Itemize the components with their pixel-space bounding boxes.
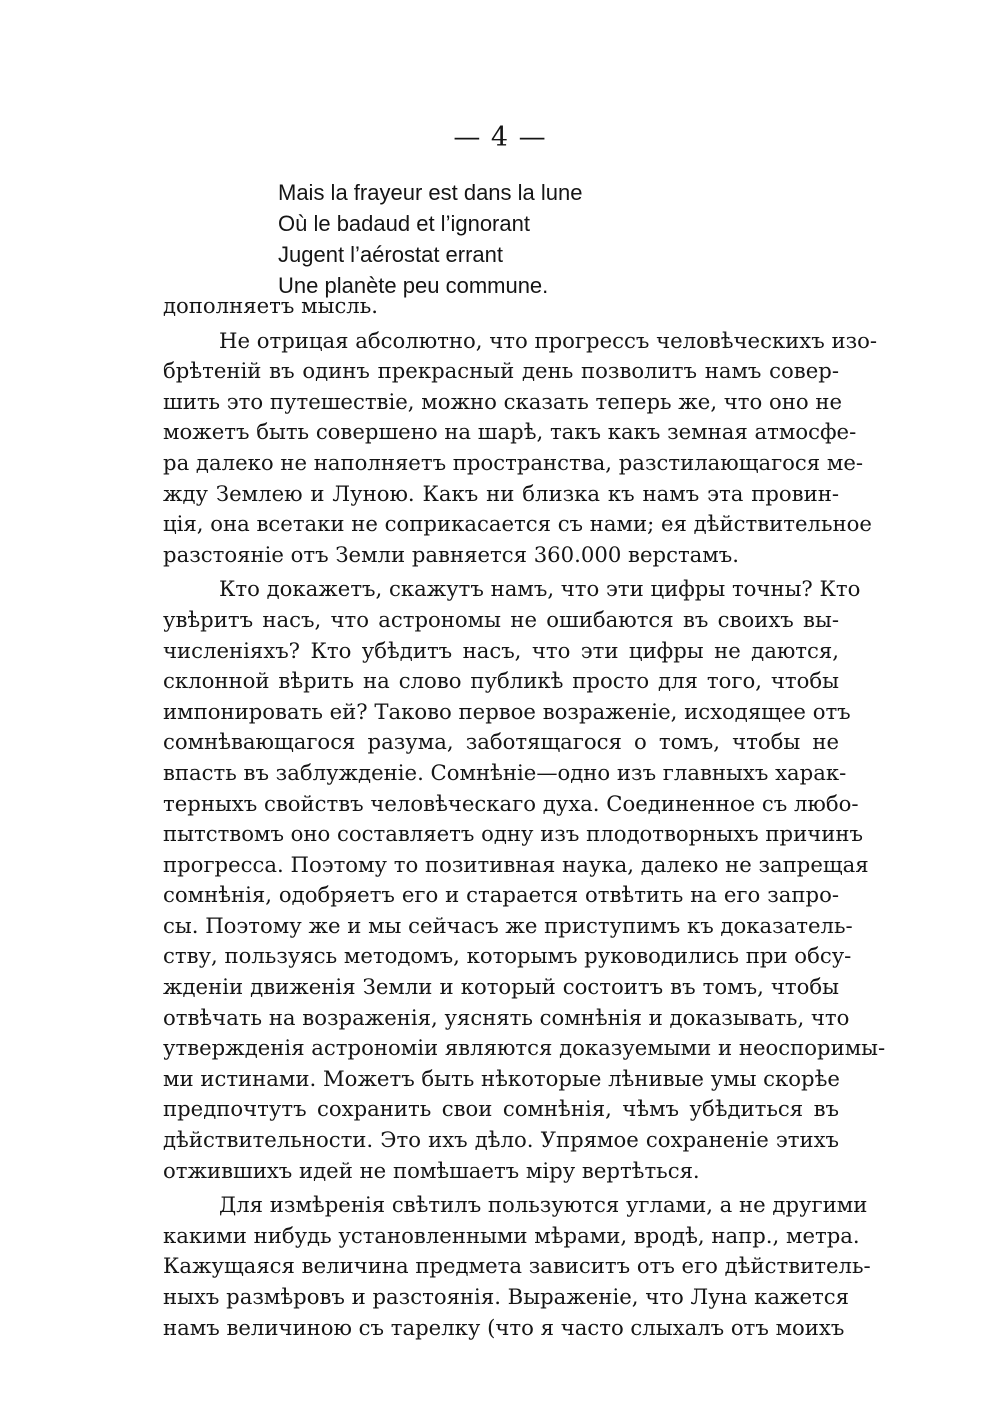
text-line: прогресса. Поэтому то позитивная наука, далеко не запрещая [163, 851, 869, 877]
text-line: импонировать ей? Таково первое возраженіе, исходящее отъ [163, 698, 851, 724]
paragraph [163, 1190, 871, 1343]
text-line: ція, она всетаки не соприкасается съ нами; ея дѣйствительное [163, 511, 872, 537]
text-line: терныхъ свойствъ человѣческаго духа. Соединенное съ любо- [163, 790, 859, 816]
text-line: ныхъ размѣровъ и разстоянія. Выраженіе, что Луна кажется [163, 1284, 849, 1309]
text-line: ству, пользуясь методомъ, которымъ руководились при обсу- [163, 943, 852, 969]
text-line: предпочтутъ сохранить свои сомнѣнія, чѣмъ убѣдиться въ [163, 1096, 839, 1122]
paragraph [163, 291, 839, 322]
body-text [163, 291, 886, 1343]
text-line: намъ величиною съ тарелку (что я часто слыхалъ отъ моихъ [163, 1314, 845, 1340]
text-line: Не отрицая абсолютно, что прогрессъ человѣческихъ изо- [219, 327, 878, 353]
text-line: Для измѣренія свѣтилъ пользуются углами, а не другими [219, 1192, 868, 1218]
text-line: брѣтеній въ одинъ прекрасный день позволитъ намъ совер- [163, 358, 839, 384]
text-line: склонной вѣрить на слово публикѣ просто для того, чтобы [163, 668, 839, 694]
text-line: отжившихъ идей не помѣшаетъ міру вертѣться. [163, 1157, 700, 1183]
text-line: можетъ быть совершено на шарѣ, такъ какъ земная атмосфе- [163, 419, 857, 445]
text-line: Кто докажетъ, скажутъ намъ, что эти цифры точны? Кто [219, 576, 861, 602]
text-line: жденіи движенія Земли и который состоитъ въ томъ, чтобы [163, 974, 839, 1000]
text-line: отвѣчать на возраженія, уяснять сомнѣнія и доказывать, что [163, 1004, 850, 1030]
page-number: — 4 — [453, 122, 547, 153]
poem-stanza [278, 177, 583, 301]
text-line: впасть въ заблужденіе. Сомнѣніе—одно изъ главныхъ харак- [163, 759, 847, 785]
text-line: сомнѣвающагося разума, заботящагося о томъ, чтобы не [163, 729, 839, 755]
paragraph [163, 574, 886, 1186]
text-line: дополняетъ мысль. [163, 293, 379, 318]
text-line: Кажущаяся величина предмета зависитъ отъ его дѣйствитель- [163, 1253, 871, 1279]
text-line: численіяхъ? Кто убѣдитъ насъ, что эти цифры не даются, [163, 637, 839, 663]
poem-line: Une planète peu commune. [278, 273, 549, 298]
text-line: утвержденія астрономіи являются доказуемыми и неоспоримы- [163, 1035, 886, 1061]
text-line: сомнѣнія, одобряетъ его и старается отвѣтить на его запро- [163, 882, 839, 908]
text-line: какими нибудь установленными мѣрами, вродѣ, напр., метра. [163, 1222, 860, 1248]
text-line: пытствомъ оно составляетъ одну изъ плодотворныхъ причинъ [163, 821, 863, 847]
text-line: увѣритъ насъ, что астрономы не ошибаются въ своихъ вы- [163, 606, 839, 632]
text-line: шить это путешествіе, можно сказать теперь же, что оно не [163, 388, 843, 414]
poem-line: Où le badaud et l’ignorant [278, 211, 530, 236]
poem-line: Mais la frayeur est dans la lune [278, 180, 583, 205]
text-line: сы. Поэтому же и мы сейчасъ же приступимъ къ доказатель- [163, 912, 853, 938]
paragraph [163, 326, 878, 571]
poem-line: Jugent l’aérostat errant [278, 242, 504, 267]
text-line: ми истинами. Можетъ быть нѣкоторые лѣнивые умы скорѣе [163, 1065, 840, 1091]
text-line: дѣйствительности. Это ихъ дѣло. Упрямое сохраненіе этихъ [163, 1127, 839, 1153]
text-line: жду Землею и Луною. Какъ ни близка къ намъ эта провин- [163, 480, 839, 506]
text-line: ра далеко не наполняетъ пространства, разстилающагося ме- [163, 449, 864, 475]
text-line: разстояніе отъ Земли равняется 360.000 верстамъ. [163, 541, 739, 567]
